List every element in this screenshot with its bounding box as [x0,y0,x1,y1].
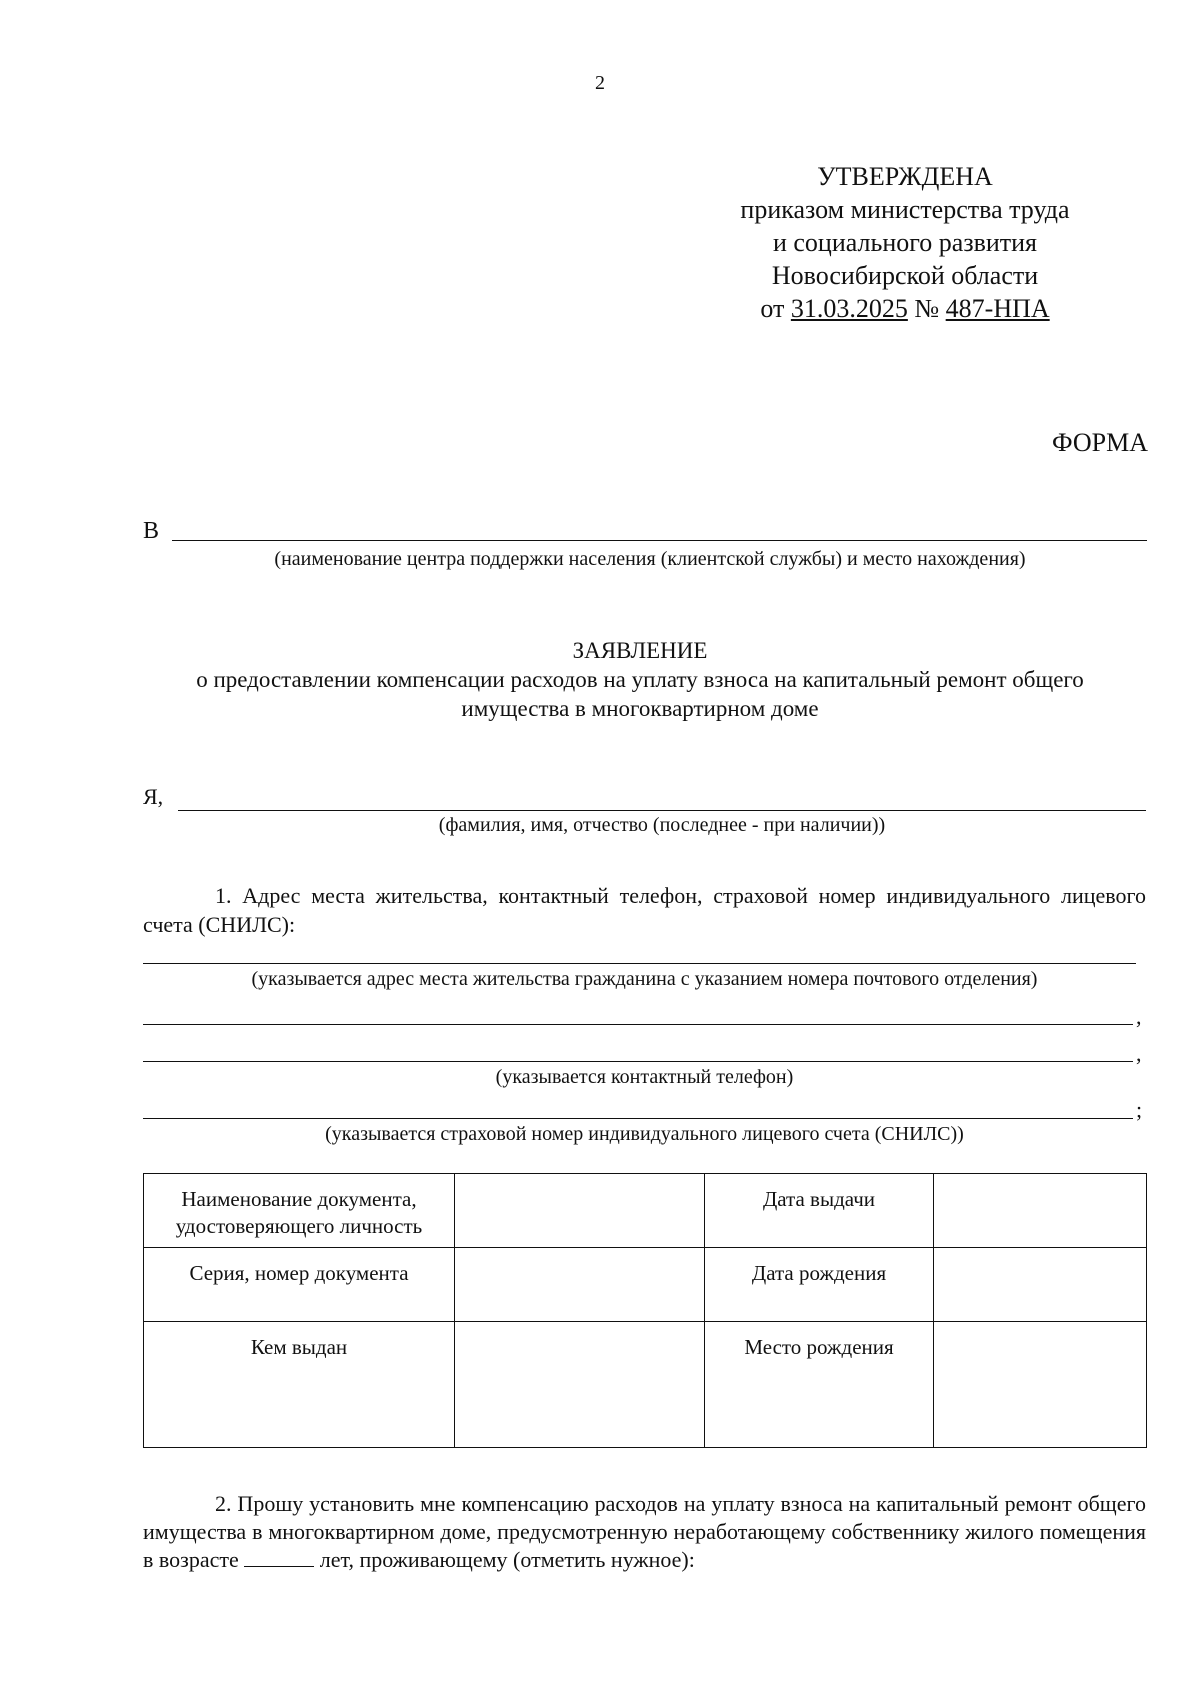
table-label: Наименование документа, удостоверяющего личность [144,1174,455,1248]
table-label: Серия, номер документа [144,1248,455,1322]
table-input-cell[interactable] [455,1248,705,1322]
application-subtitle-1: о предоставлении компенсации расходов на уплату взноса на капитальный ремонт общего [196,667,1084,692]
application-subtitle-2: имущества в многоквартирном доме [461,696,819,721]
recipient-prefix: В [143,518,160,544]
applicant-name-field[interactable] [178,810,1146,811]
comma-2: , [1136,1041,1142,1066]
section1-text [143,881,1146,939]
table-label: Дата выдачи [705,1174,934,1248]
address-field-3[interactable] [143,1061,1133,1062]
phone-field[interactable] [143,1118,1133,1119]
approval-date-line [720,292,1090,325]
address-caption: (указывается адрес места жительства гражданина с указанием номера почтового отделения) [251,968,1038,990]
section2-text [143,1490,1146,1574]
table-input-cell[interactable] [455,1322,705,1448]
approval-date: 31.03.2025 [790,294,908,323]
table-input-cell[interactable] [934,1174,1147,1248]
table-row [144,1174,1147,1248]
recipient-caption: (наименование центра поддержки населения (клиентской службы) и место нахождения) [274,548,1026,570]
age-field[interactable] [244,1548,314,1567]
application-title: ЗАЯВЛЕНИЕ [572,638,708,663]
applicant-prefix: Я, [143,784,164,809]
applicant-caption: (фамилия, имя, отчество (последнее - при наличии)) [438,814,886,836]
approval-line-1: приказом министерства труда [740,195,1070,224]
snils-caption: (указывается страховой номер индивидуального лицевого счета (СНИЛС)) [325,1123,964,1145]
table-label: Дата рождения [705,1248,934,1322]
recipient-field[interactable] [172,540,1147,541]
identity-document-table [143,1173,1147,1448]
semicolon: ; [1136,1097,1143,1122]
table-row [144,1322,1147,1448]
table-input-cell[interactable] [934,1322,1147,1448]
table-input-cell[interactable] [934,1248,1147,1322]
approval-line-2: и социального развития [772,228,1038,257]
approval-heading: УТВЕРЖДЕНА [817,162,993,191]
page-number: 2 [595,72,605,94]
approval-line-3: Новосибирской области [771,261,1039,290]
address-field[interactable] [143,963,1136,964]
approval-date-prefix: от [760,294,785,323]
phone-caption: (указывается контактный телефон) [495,1066,794,1088]
comma-1: , [1136,1004,1142,1029]
approval-number-sign: № [914,294,940,323]
approval-number: 487-НПА [945,294,1050,323]
section2-text-before: 2. Прошу установить мне компенсацию расходов на уплату взноса на капитальный ремонт общего имущества в многоквартирном доме, предусмотренную неработающему собственнику жилого помещения в возрасте [143,1491,1146,1572]
table-label: Кем выдан [144,1322,455,1448]
approval-block [720,160,1090,325]
section2-text-after: лет, проживающему (отметить нужное): [319,1547,695,1572]
address-field-2[interactable] [143,1024,1133,1025]
section1-text-content: 1. Адрес места жительства, контактный телефон, страховой номер индивидуального лицевого счета (СНИЛС): [143,883,1146,937]
table-label: Место рождения [705,1322,934,1448]
application-title-block [130,636,1150,723]
table-input-cell[interactable] [455,1174,705,1248]
table-row [144,1248,1147,1322]
forma-label: ФОРМА [1052,428,1148,457]
